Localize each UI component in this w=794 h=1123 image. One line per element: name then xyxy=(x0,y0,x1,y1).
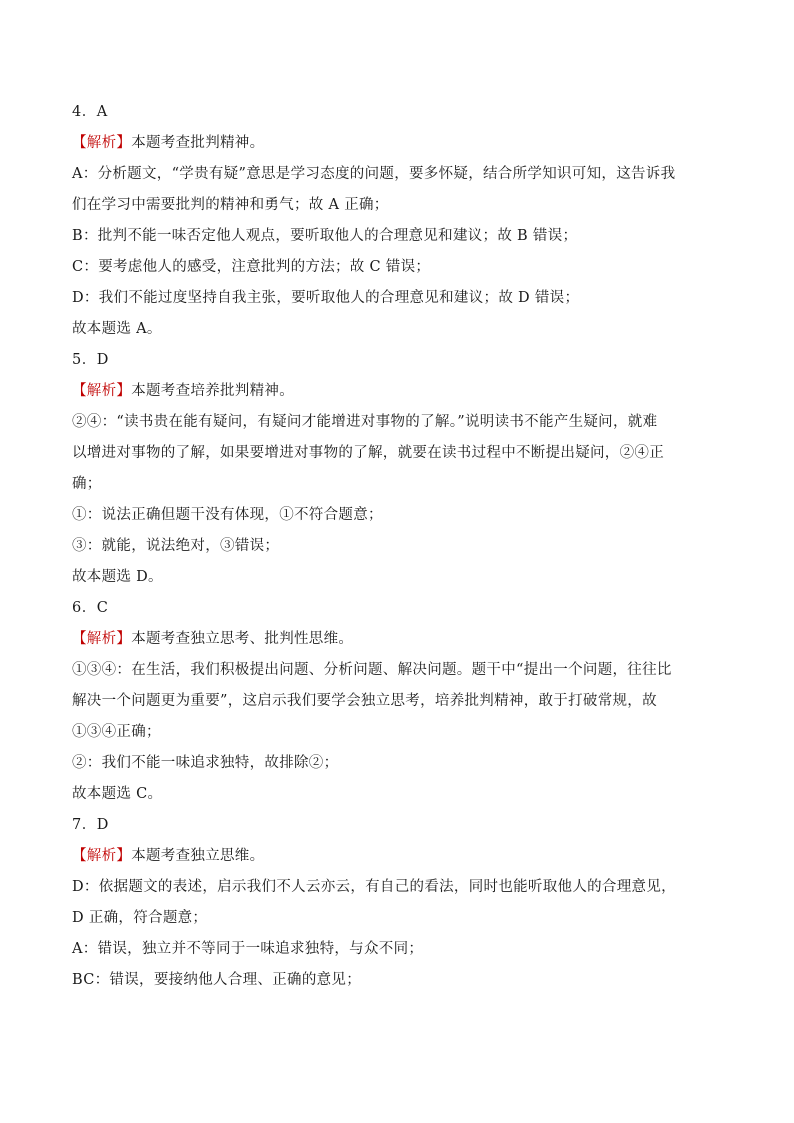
body-line: ①③④：在生活，我们积极提出问题、分析问题、解决问题。题干中“提出一个问题，往往比 xyxy=(72,662,672,678)
body-line: 以增进对事物的了解，如果要增进对事物的了解，就要在读书过程中不断提出疑问，②④正 xyxy=(72,445,664,461)
body-line: 故本题选 C。 xyxy=(72,786,163,802)
analysis-line xyxy=(72,128,732,159)
body-line: C：要考虑他人的感受，注意批判的方法；故 C 错误； xyxy=(72,259,431,275)
question-6-explanation xyxy=(72,593,732,810)
body-line: D：依据题文的表述，启示我们不人云亦云，有自己的看法，同时也能听取他人的合理意见， xyxy=(72,879,676,895)
analysis-topic: 本题考查培养批判精神。 xyxy=(131,383,295,399)
body-line: ①：说法正确但题干没有体现，①不符合题意； xyxy=(72,507,383,523)
analysis-topic: 本题考查批判精神。 xyxy=(131,135,265,151)
body-line: 故本题选 D。 xyxy=(72,569,163,585)
body-line: ③：就能，说法绝对，③错误； xyxy=(72,538,280,554)
body-line: 解决一个问题更为重要”，这启示我们要学会独立思考，培养批判精神，敢于打破常规，故 xyxy=(72,693,657,709)
answer-heading: 7．D xyxy=(72,817,109,833)
answer-heading: 5．D xyxy=(72,352,109,368)
analysis-line xyxy=(72,624,732,655)
analysis-line xyxy=(72,376,732,407)
question-4-explanation xyxy=(72,97,732,345)
analysis-tag: 【解析】 xyxy=(72,848,132,864)
body-line: 确； xyxy=(72,476,102,492)
body-line: 们在学习中需要批判的精神和勇气；故 A 正确； xyxy=(72,197,389,213)
analysis-line xyxy=(72,841,732,872)
analysis-tag: 【解析】 xyxy=(72,383,132,399)
body-line: 故本题选 A。 xyxy=(72,321,162,337)
body-line: D：我们不能过度坚持自我主张，要听取他人的合理意见和建议；故 D 错误； xyxy=(72,290,580,306)
body-line: ②④：“读书贵在能有疑问，有疑问才能增进对事物的了解。”说明读书不能产生疑问，就难 xyxy=(72,414,658,430)
body-line: A：分析题文，“学贵有疑”意思是学习态度的问题，要多怀疑，结合所学知识可知，这告诉我 xyxy=(72,166,676,182)
body-line: BC：错误，要接纳他人合理、正确的意见； xyxy=(72,972,362,988)
body-line: D 正确，符合题意； xyxy=(72,910,208,926)
answer-heading: 6．C xyxy=(72,600,109,616)
body-line: B：批判不能一味否定他人观点，要听取他人的合理意见和建议；故 B 错误； xyxy=(72,228,578,244)
analysis-tag: 【解析】 xyxy=(72,631,132,647)
answer-document xyxy=(72,97,732,996)
analysis-topic: 本题考查独立思考、批判性思维。 xyxy=(131,631,354,647)
analysis-topic: 本题考查独立思维。 xyxy=(131,848,265,864)
analysis-tag: 【解析】 xyxy=(72,135,132,151)
body-line: A：错误，独立并不等同于一味追求独特，与众不同； xyxy=(72,941,424,957)
question-5-explanation xyxy=(72,345,732,593)
body-line: ②：我们不能一味追求独特，故排除②； xyxy=(72,755,339,771)
body-line: ①③④正确； xyxy=(72,724,161,740)
question-7-explanation xyxy=(72,810,732,996)
answer-heading: 4．A xyxy=(72,104,108,120)
